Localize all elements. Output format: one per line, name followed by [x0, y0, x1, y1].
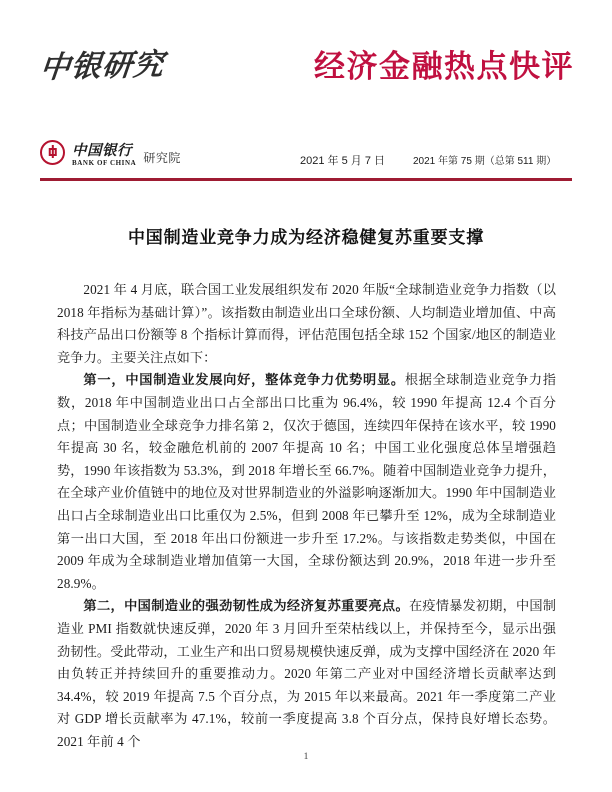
article-paragraphs: [57, 279, 556, 753]
boc-wordmark: [72, 144, 136, 168]
bank-name-en: BANK OF CHINA: [72, 159, 137, 167]
paragraph-3-lead: 第二，中国制造业的强劲韧性成为经济复苏重要亮点。: [83, 598, 410, 614]
article-body: [0, 190, 612, 754]
boc-circle-logo-icon: [40, 140, 65, 165]
paragraph-2: [57, 369, 556, 595]
paragraph-2-text: 根据全球制造业竞争力指数，2018 年中国制造业出口占全部出口比重为 96.4%，较 1990 年提高 12.4 个百分点；中国制造业全球竞争力排名第 2，仅次于德国，连续四年保持在该水平，较 1990 年提高 30 名，较金融危机前的 2007 年提高 10 名；中国工业化强度总体呈增强趋势，1990 年该指数为 53.3%，到 2018 年增长至 66.7%。随着中国制造业竞争力提升，在全球产业价值链中的地位及对世界制造业的外溢影响逐渐加大。1990 年中国制造业出口占全球制造业出口比重仅为 2.5%，但到 2008 年已攀升至 12%，成为全球制造业第一出口大国，至 2018 年出口份额进一步升至 17.2%。与该指数走势类似，中国在 2009 年成为全球制造业增加值第一大国，全球份额达到 20.9%，2018 年进一步升至 28.9%。: [57, 372, 556, 591]
masthead-title: 经济金融热点快评: [314, 49, 574, 84]
header-divider: [40, 178, 572, 181]
issue-number: 2021 年第 75 期（总第 511 期）: [413, 156, 557, 167]
paragraph-1: [57, 279, 556, 369]
issue-line: [300, 152, 556, 168]
bank-name-cn: 中国银行: [72, 142, 132, 159]
masthead: [0, 0, 612, 190]
page-number: 1: [303, 752, 309, 762]
paragraph-1-text: 2021 年 4 月底，联合国工业发展组织发布 2020 年版“全球制造业竞争力指数（以 2018 年指标为基础计算）”。该指数由制造业出口全球份额、人均制造业增加值、中高科技产品出口份额等 8 个指标计算而得，评估范围包括全球 152 个国家/地区的制造业竞争力。主要关注点如下：: [57, 282, 556, 365]
paragraph-2-lead: 第一，中国制造业发展向好，整体竞争力优势明显。: [83, 372, 405, 388]
paragraph-3: [57, 595, 556, 753]
brand-script-logo: 中银研究: [38, 48, 166, 85]
page-title: 中国制造业竞争力成为经济稳健复苏重要支撑: [128, 228, 484, 247]
bank-of-china-lockup: [40, 140, 181, 167]
paragraph-3-text: 在疫情暴发初期，中国制造业 PMI 指数就快速反弹，2020 年 3 月回升至荣枯线以上，并保持至今，显示出强劲韧性。受此带动，工业生产和出口贸易规模快速反弹，成为支撑中国经济在 2020 年由负转正并持续回升的重要推动力。2020 年第二产业对中国经济增长贡献率达到 34.4%，较 2019 年提高 7.5 个百分点，为 2015 年以来最高。2021 年一季度第二产业对 GDP 增长贡献率为 47.1%，较前一季度提高 3.8 个百分点，保持良好增长态势。2021 年前 4 个: [57, 598, 556, 749]
department-label: 研究院: [143, 151, 181, 165]
publication-date: 2021 年 5 月 7 日: [300, 155, 385, 167]
